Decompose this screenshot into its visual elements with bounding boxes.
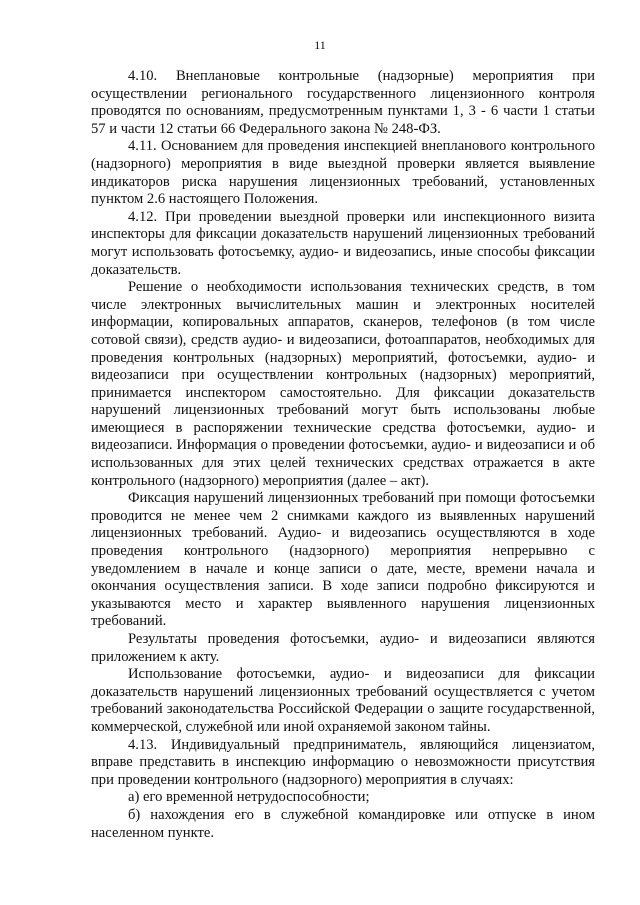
paragraph-4-11: 4.11. Основанием для проведения инспекцией внепланового контрольного (надзорного) мероприятия в виде выездной проверки является выявление индикаторов риска нарушения лицензионных требований, установленных пунктом 2.6 настоящего Положения. (91, 138, 595, 208)
paragraph-results-annex: Результаты проведения фотосъемки, аудио- и видеозаписи являются приложением к акту. (91, 631, 595, 665)
list-item-b: б) нахождения его в служебной командировке или отпуске в ином населенном пункте. (91, 806, 595, 841)
page-number: 11 (314, 38, 326, 52)
list-item-a: а) его временной нетрудоспособности; (128, 789, 370, 806)
paragraph-photo-fixation: Фиксация нарушений лицензионных требований при помощи фотосъемки проводится не менее чем 2 снимками каждого из выявленных нарушений лицензионных требований. Аудио- и видеозапись осуществляются в ходе проведения контрольного (надзорного) мероприятия непрерывно с уведомлением в начале и конце записи о дате, месте, времени начала и окончания осуществления записи. В ходе записи подробно фиксируются и указываются место и характер выявленного нарушения лицензионных требований. (91, 490, 595, 630)
paragraph-4-13: 4.13. Индивидуальный предприниматель, являющийся лицензиатом, вправе представить в инспекцию информацию о невозможности присутствия при проведении контрольного (надзорного) мероприятия в случаях: (91, 736, 595, 788)
paragraph-4-10: 4.10. Внеплановые контрольные (надзорные) мероприятия при осуществлении регионального государственного лицензионного контроля проводятся по основаниям, предусмотренным пунктами 1, 3 - 6 части 1 статьи 57 и части 12 статьи 66 Федерального закона № 248-ФЗ. (91, 68, 595, 137)
document-body (91, 68, 595, 842)
paragraph-secrecy: Использование фотосъемки, аудио- и видеозаписи для фиксации доказательств нарушений лицензионных требований осуществляется с учетом требований законодательства Российской Федерации о защите государственной, коммерческой, служебной или иной охраняемой законом тайны. (91, 666, 595, 735)
paragraph-4-12: 4.12. При проведении выездной проверки или инспекционного визита инспекторы для фиксации доказательств нарушений лицензионных требований могут использовать фотосъемку, аудио- и видеозапись, иные способы фиксации доказательств. (91, 208, 595, 278)
paragraph-technical-means: Решение о необходимости использования технических средств, в том числе электронных вычислительных машин и электронных носителей информации, копировальных аппаратов, сканеров, телефонов (в том числе сотовой связи), средств аудио- и видеозаписи, фотоаппаратов, необходимых для проведения контрольных (надзорных) мероприятий, фотосъемки, аудио- и видеозаписи при осуществлении контрольных (надзорных) мероприятий, принимается инспектором самостоятельно. Для фиксации доказательств нарушений лицензионных требований могут быть использованы любые имеющиеся в распоряжении технические средства фотосъемки, аудио- и видеозаписи. Информация о проведении фотосъемки, аудио- и видеозаписи и об использованных для этих целей технических средствах отражается в акте контрольного (надзорного) мероприятия (далее – акт). (91, 279, 595, 489)
